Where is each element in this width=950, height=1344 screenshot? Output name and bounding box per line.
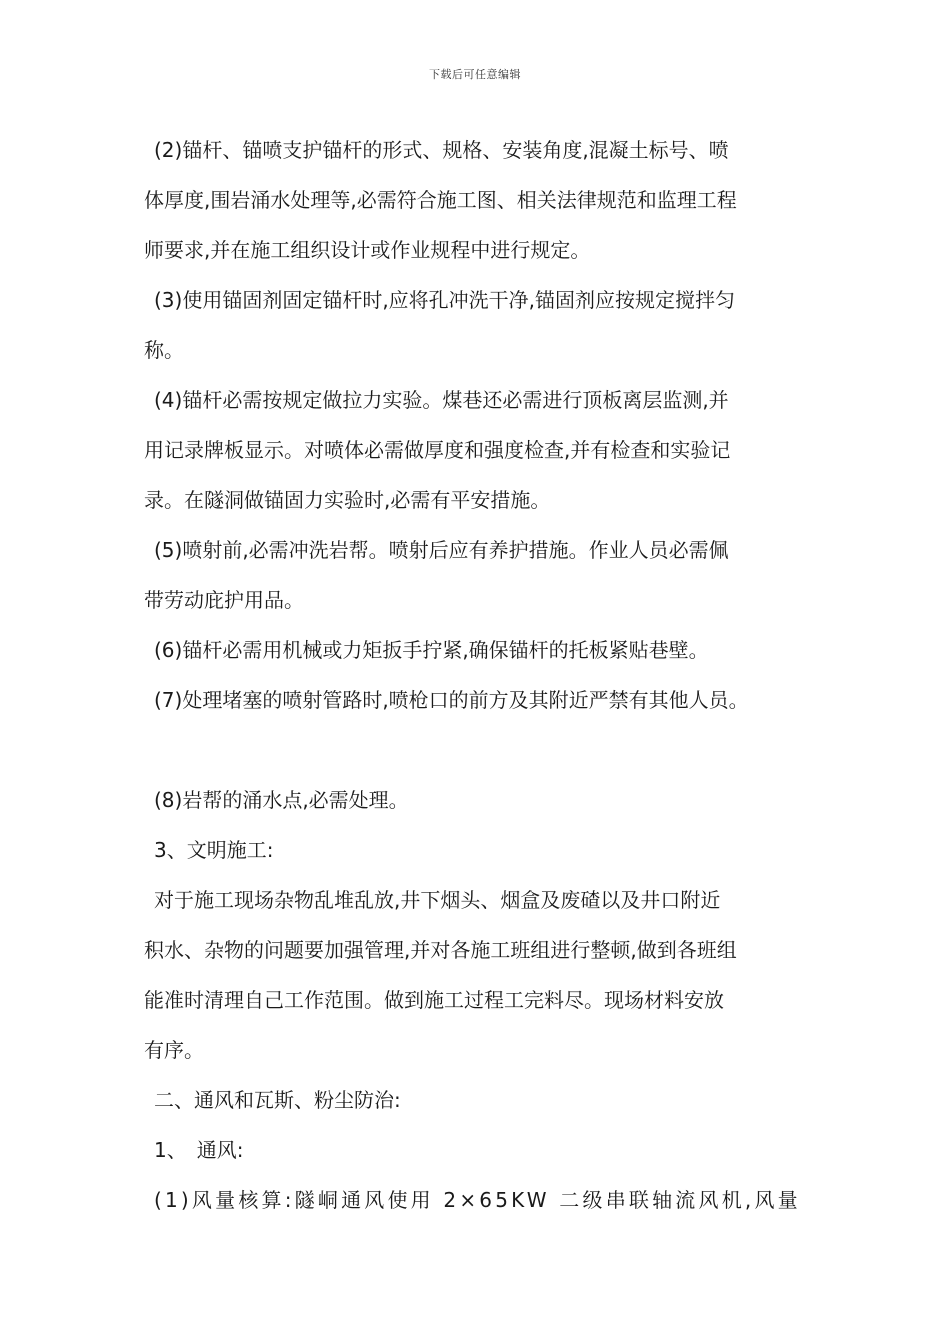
paragraph-line: 带劳动庇护用品。 [144, 588, 304, 612]
paragraph-line: 用记录牌板显示。对喷体必需做厚度和强度检查,并有检查和实验记 [144, 438, 731, 462]
paragraph-line: 体厚度,围岩涌水处理等,必需符合施工图、相关法律规范和监理工程 [144, 188, 737, 212]
paragraph-line: (3)使用锚固剂固定锚杆时,应将孔冲洗干净,锚固剂应按规定搅拌匀 [154, 288, 736, 312]
paragraph-line: (5)喷射前,必需冲洗岩帮。喷射后应有养护措施。作业人员必需佩 [154, 538, 729, 562]
paragraph-line: 有序。 [144, 1038, 204, 1062]
paragraph-line: 录。在隧洞做锚固力实验时,必需有平安措施。 [144, 488, 551, 512]
paragraph-line: 积水、杂物的问题要加强管理,并对各施工班组进行整顿,做到各班组 [144, 938, 737, 962]
section-heading: 二、通风和瓦斯、粉尘防治: [154, 1088, 401, 1112]
subsection-heading: 1、 通风: [154, 1138, 244, 1162]
paragraph-line: (1)风量核算:隧峒通风使用 2×65KW 二级串联轴流风机,风量 [154, 1188, 801, 1212]
paragraph-line: 师要求,并在施工组织设计或作业规程中进行规定。 [144, 238, 591, 262]
paragraph-line: 称。 [144, 338, 184, 362]
page-header: 下载后可任意编辑 [429, 68, 521, 81]
paragraph-line: (4)锚杆必需按规定做拉力实验。煤巷还必需进行顶板离层监测,并 [154, 388, 729, 412]
paragraph-line: (7)处理堵塞的喷射管路时,喷枪口的前方及其附近严禁有其他人员。 [154, 688, 749, 712]
section-heading: 3、文明施工: [154, 838, 274, 862]
paragraph-line: (2)锚杆、锚喷支护锚杆的形式、规格、安装角度,混凝土标号、喷 [154, 138, 729, 162]
paragraph-line: (6)锚杆必需用机械或力矩扳手拧紧,确保锚杆的托板紧贴巷壁。 [154, 638, 709, 662]
paragraph-line: 对于施工现场杂物乱堆乱放,井下烟头、烟盒及废碴以及井口附近 [154, 888, 721, 912]
paragraph-line: (8)岩帮的涌水点,必需处理。 [154, 788, 409, 812]
paragraph-line: 能准时清理自己工作范围。做到施工过程工完料尽。现场材料安放 [144, 988, 724, 1012]
document-body [144, 133, 824, 1233]
